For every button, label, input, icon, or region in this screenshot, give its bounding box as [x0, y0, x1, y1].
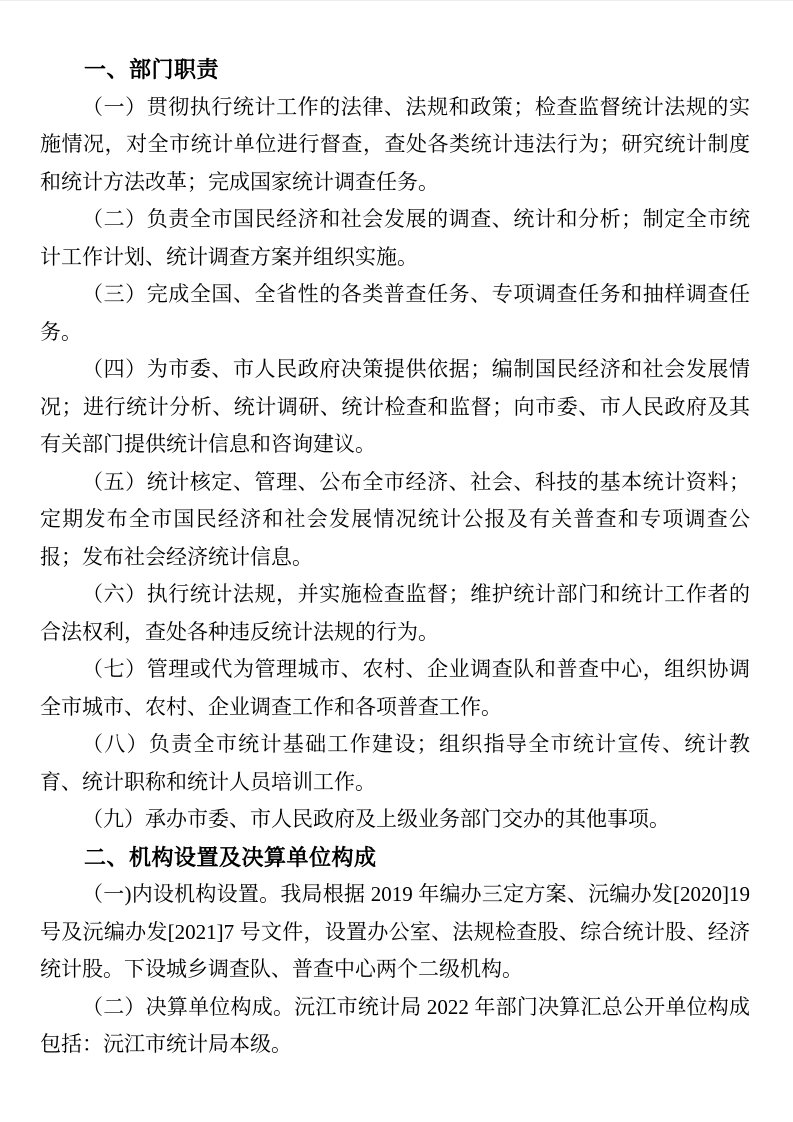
duty-item-2: （二）负责全市国民经济和社会发展的调查、统计和分析；制定全市统计工作计划、统计调查方案并组织实施。 — [40, 207, 750, 269]
duty-item-7: （七）管理或代为管理城市、农村、企业调查队和普查中心，组织协调全市城市、农村、企业调查工作和各项普查工作。 — [40, 657, 750, 719]
section-heading-organization: 二、机构设置及决算单位构成 — [84, 844, 377, 870]
duty-item-4: （四）为市委、市人民政府决策提供依据；编制国民经济和社会发展情况；进行统计分析、统计调研、统计检查和监督；向市委、市人民政府及其有关部门提供统计信息和咨询建议。 — [40, 357, 750, 456]
org-setup-paragraph: （一)内设机构设置。我局根据 2019 年编办三定方案、沅编办发[2020]19 号及沅编办发[2021]7 号文件，设置办公室、法规检查股、综合统计股、经济统计股。下设城乡调查队、普查中心两个二级机构。 — [40, 882, 750, 981]
duty-item-5: （五）统计核定、管理、公布全市经济、社会、科技的基本统计资料；定期发布全市国民经济和社会发展情况统计公报及有关普查和专项调查公报；发布社会经济统计信息。 — [40, 469, 750, 569]
duty-item-1: （一）贯彻执行统计工作的法律、法规和政策；检查监督统计法规的实施情况，对全市统计单位进行督查，查处各类统计违法行为；研究统计制度和统计方法改革；完成国家统计调查任务。 — [40, 94, 750, 194]
duty-item-6: （六）执行统计法规，并实施检查监督；维护统计部门和统计工作者的合法权利，查处各种违反统计法规的行为。 — [40, 582, 750, 644]
duty-item-8: （八）负责全市统计基础工作建设；组织指导全市统计宣传、统计教育、统计职称和统计人员培训工作。 — [40, 732, 750, 794]
duty-item-3: （三）完成全国、全省性的各类普查任务、专项调查任务和抽样调查任务。 — [40, 282, 750, 344]
budget-unit-paragraph: （二）决算单位构成。沅江市统计局 2022 年部门决算汇总公开单位构成包括：沅江市统计局本级。 — [40, 994, 750, 1056]
duty-item-9: （九）承办市委、市人民政府及上级业务部门交办的其他事项。 — [82, 807, 670, 831]
section-heading-duties: 一、部门职责 — [84, 57, 220, 82]
